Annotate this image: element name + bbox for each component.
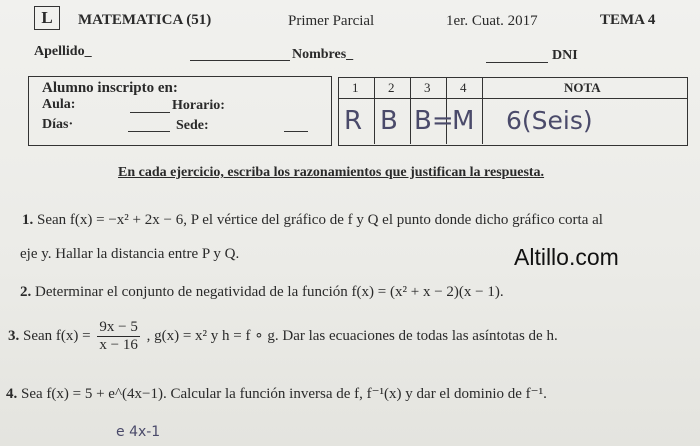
- aula-label: Aula:: [42, 97, 76, 112]
- exam-term: 1er. Cuat. 2017: [446, 13, 538, 29]
- grade-value-4: M: [452, 106, 475, 136]
- grade-value-1: R: [344, 106, 363, 136]
- tema-number: TEMA 4: [600, 12, 656, 28]
- apellido-label: Apellido_: [34, 44, 92, 59]
- handwritten-note: e 4x-1: [116, 424, 161, 440]
- exercise-3-pre: Sean f(x) =: [23, 327, 91, 344]
- site-watermark: Altillo.com: [514, 244, 619, 270]
- exercise-2-text: Determinar el conjunto de negatividad de la función f(x) = (x² + x − 2)(x − 1).: [35, 284, 504, 300]
- exercise-3: [8, 319, 558, 354]
- exercise-3-fraction: [97, 319, 139, 354]
- nombres-label: Nombres_: [292, 47, 354, 62]
- fraction-denominator: x − 16: [99, 337, 138, 353]
- exercise-number: 4.: [6, 386, 18, 402]
- grade-header-3: 3: [424, 80, 431, 95]
- grade-value-3: B=: [414, 106, 454, 136]
- exercise-1-line1: Sean f(x) = −x² + 2x − 6, P el vértice del gráfico de f y Q el punto donde dicho gráfico corta al: [37, 212, 603, 228]
- alumno-title: Alumno inscripto en:: [42, 80, 178, 96]
- sede-label: Sede:: [176, 118, 209, 133]
- nombres-line[interactable]: [486, 62, 548, 63]
- dni-label: DNI: [552, 48, 578, 63]
- exercise-1: [22, 212, 603, 229]
- course-title: MATEMATICA (51): [78, 12, 212, 28]
- grade-col-sep: [374, 77, 375, 144]
- fraction-numerator: 9x − 5: [99, 319, 138, 335]
- exercise-2: [20, 284, 504, 301]
- grade-col-sep: [410, 77, 411, 144]
- tema-letter-box: L: [34, 6, 60, 30]
- exam-name: Primer Parcial: [288, 13, 375, 29]
- exercise-4: [6, 384, 547, 403]
- exercise-number: 1.: [22, 212, 34, 228]
- grade-value-2: B: [380, 106, 398, 136]
- grade-header-1: 1: [352, 80, 359, 95]
- grade-header-4: 4: [460, 80, 467, 95]
- grade-value-nota: 6(Seis): [506, 106, 593, 135]
- horario-label: Horario:: [172, 98, 225, 113]
- exercise-number: 2.: [20, 284, 32, 300]
- grade-header-nota: NOTA: [564, 80, 601, 95]
- exercise-3-post: , g(x) = x² y h = f ∘ g. Dar las ecuaciones de todas las asíntotas de h.: [146, 327, 558, 344]
- exercise-1-line2: eje y. Hallar la distancia entre P y Q.: [20, 246, 240, 262]
- instruction-text: En cada ejercicio, escriba los razonamientos que justifican la respuesta.: [118, 165, 545, 180]
- aula-line[interactable]: [130, 112, 170, 113]
- apellido-line[interactable]: [190, 60, 290, 61]
- grade-header-2: 2: [388, 80, 395, 95]
- grade-col-sep: [482, 77, 483, 144]
- grade-table-divider: [338, 98, 688, 99]
- dias-label: Días·: [42, 117, 74, 132]
- exercise-4-text: Sea f(x) = 5 + e^(4x−1). Calcular la función inversa de f, f⁻¹(x) y dar el dominio de f⁻¹.: [21, 386, 547, 402]
- dias-line[interactable]: [128, 131, 170, 132]
- exercise-number: 3.: [8, 327, 20, 344]
- sede-line[interactable]: [284, 131, 308, 132]
